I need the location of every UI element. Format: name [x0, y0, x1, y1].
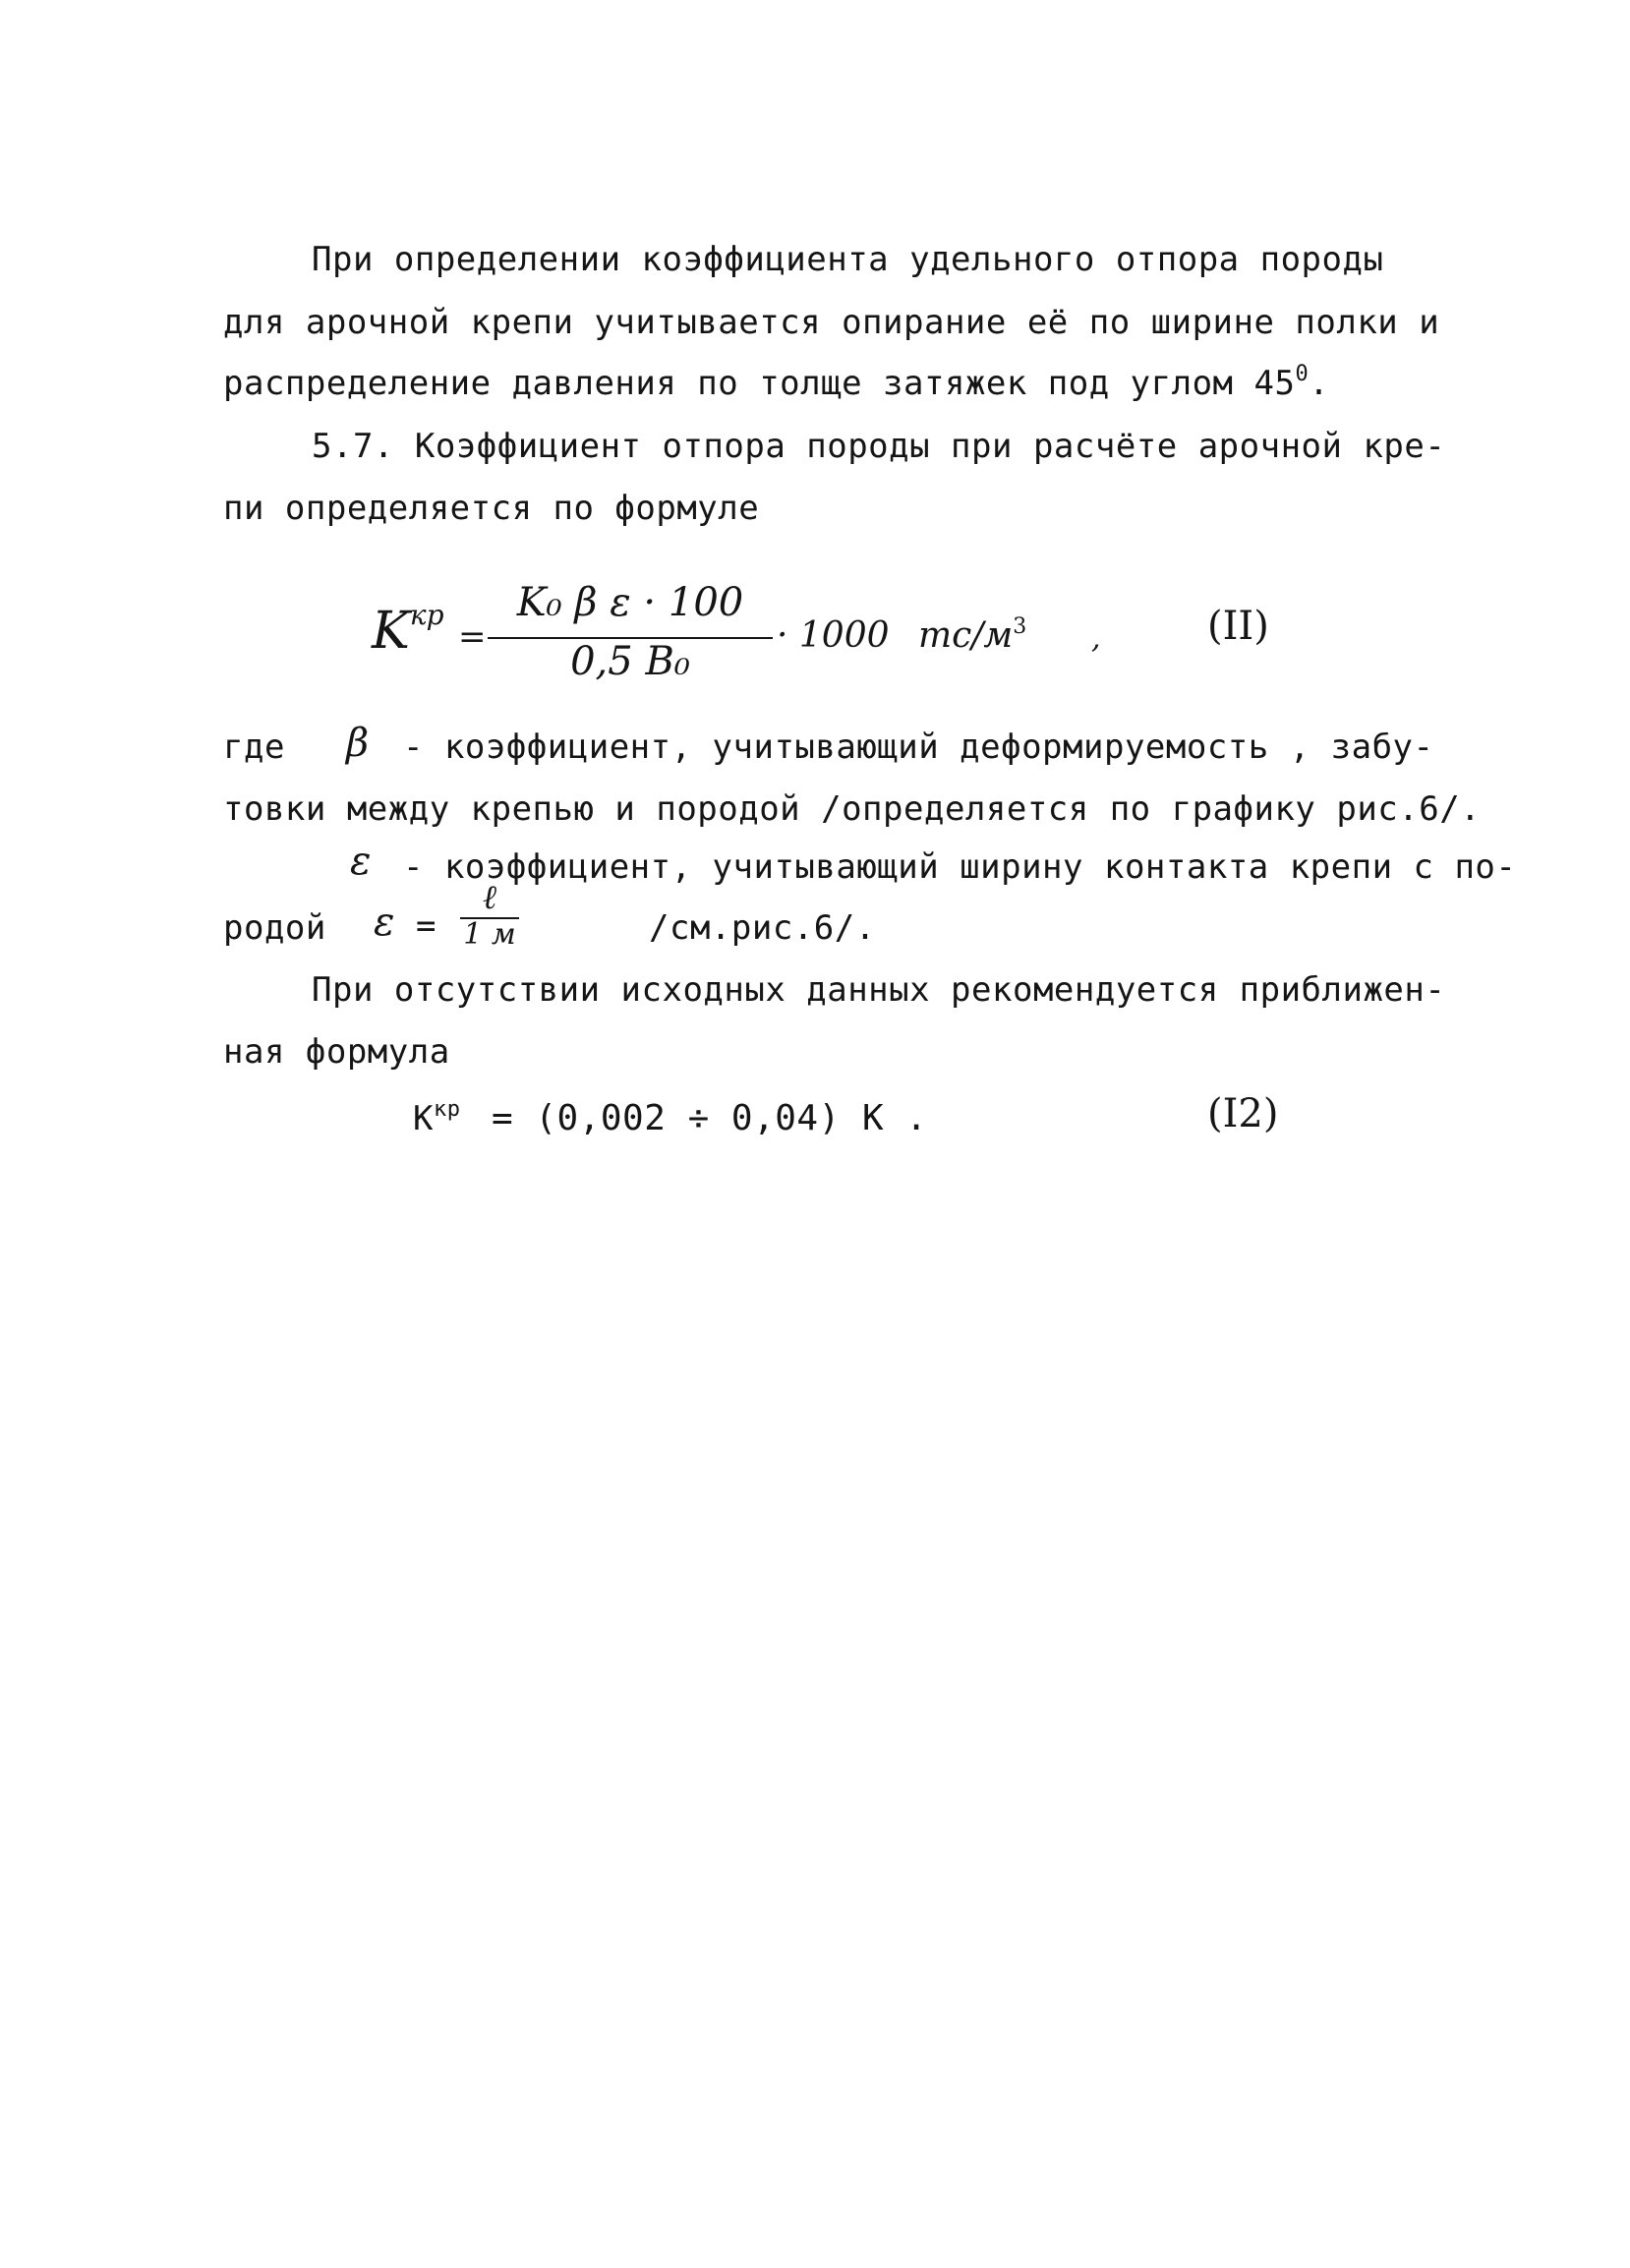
formula-11-units-sup: 3 [1013, 614, 1027, 639]
epsilon-symbol: ε [350, 839, 372, 884]
paragraph-2-line-1: 5.7. Коэффициент отпора породы при расчёте арочной кре- [312, 427, 1446, 466]
paragraph-2-line-2: пи определяется по формуле [223, 489, 760, 528]
formula-11-kp-sup: кр [409, 599, 444, 631]
where-label: где [223, 727, 285, 767]
epsilon-description: - коэффициент, учитывающий ширину контакта крепи с по- [403, 847, 1517, 887]
formula-11-units [918, 615, 1026, 656]
formula-12-lhs [413, 1099, 460, 1138]
formula-11-units-text: тс/м [918, 615, 1014, 656]
paragraph-3-line-1: При отсутствии исходных данных рекомендуется приближен- [312, 970, 1446, 1010]
formula-11-lhs [372, 599, 444, 661]
formula-12-k: K [413, 1099, 434, 1138]
formula-11-denominator: 0,5 B₀ [570, 639, 690, 684]
formula-12-body: = (0,002 ÷ 0,04) K . [492, 1098, 928, 1138]
where-line-2: товки между крепью и породой /определяется по графику рис.6/. [223, 789, 1482, 829]
paragraph-3-line-2: ная формула [223, 1032, 450, 1072]
formula-11-k: K [372, 602, 410, 661]
epsilon-symbol-2: ε [374, 900, 395, 945]
paragraph-1-line-3 [223, 364, 1329, 403]
paragraph-1-line-3-text: распределение давления по толще затяжек под углом 45 [223, 364, 1296, 403]
paragraph-1-line-1: При определении коэффициента удельного отпора породы [312, 240, 1384, 279]
epsilon-denominator: 1 м [463, 917, 516, 952]
beta-description: - коэффициент, учитывающий деформируемость , забу- [403, 727, 1434, 767]
degree-sup: 0 [1295, 362, 1310, 386]
epsilon-equals: = [416, 906, 437, 946]
formula-11-numerator: K₀ β ε · 100 [516, 580, 744, 625]
formula-11-equals: = [458, 617, 487, 657]
where-line-4-label: родой [223, 908, 326, 948]
epsilon-fraction [460, 878, 519, 957]
formula-11-times: · 1000 [777, 615, 890, 656]
paragraph-1-line-2: для арочной крепи учитывается опирание её по ширине полки и [223, 303, 1440, 342]
formula-11-fraction [488, 580, 773, 688]
formula-12-kp-sup: кр [433, 1097, 461, 1122]
epsilon-reference: /см.рис.6/. [649, 908, 876, 948]
formula-11-comma: , [1091, 621, 1101, 656]
paragraph-1-line-3-end: . [1309, 364, 1330, 403]
epsilon-numerator: ℓ [482, 878, 497, 917]
beta-symbol: β [346, 721, 370, 766]
where-line-1 [223, 727, 285, 767]
formula-12-number: (I2) [1207, 1091, 1279, 1136]
formula-11-number: (II) [1207, 604, 1269, 649]
